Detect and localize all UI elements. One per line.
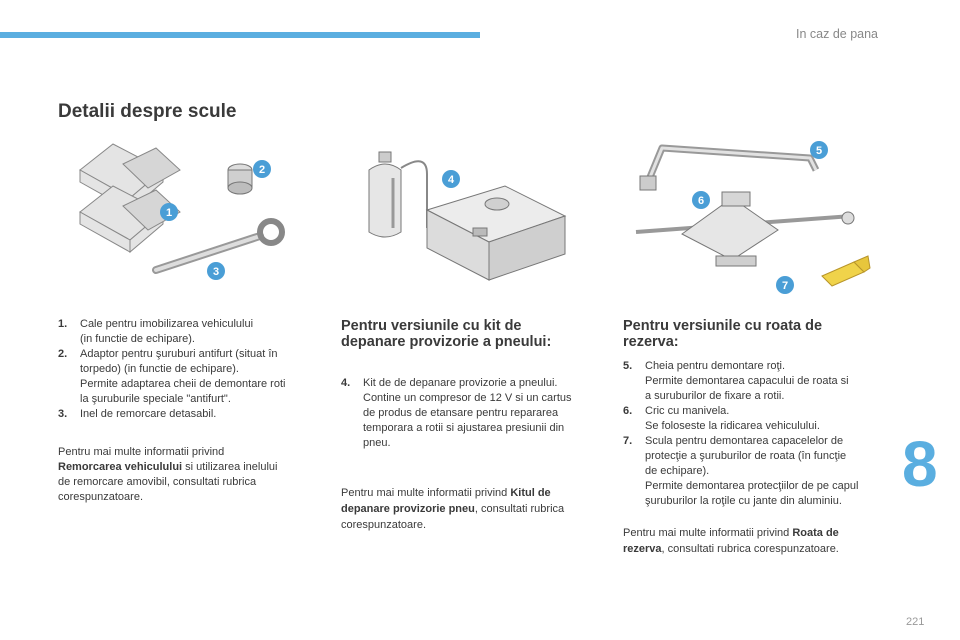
list-item: 7. Scula pentru demontarea capacelelor de protecţie a şuruburilor de roata (în funcţie de echipare). Permite demontarea protecţiilor de pe capul şuruburilor la roţile cu jante din aluminiu.: [623, 435, 859, 507]
note-spare-wheel: Pentru mai multe informatii privind Roata de rezerva, consultati rubrica corespunzatoare.: [623, 527, 839, 555]
svg-text:6: 6: [697, 195, 705, 207]
badge-7: [776, 276, 794, 294]
repair-kit-illustration: [355, 138, 575, 288]
svg-text:1: 1: [165, 207, 173, 219]
badge-2: [253, 160, 271, 178]
note-towing: Pentru mai multe informatii privind Remorcarea vehiculului si utilizarea inelului de remorcare amovibil, consultati rubrica corespunzatoare.: [58, 446, 278, 503]
section-title: Detalii despre scule: [58, 101, 237, 122]
badge-5: [810, 141, 828, 159]
list-item: 6. Cric cu manivela. Se foloseste la ridicarea vehiculului.: [623, 405, 820, 432]
compressor-icon: [427, 186, 565, 280]
badge-4: [442, 170, 460, 188]
svg-text:5: 5: [815, 145, 823, 157]
header-accent-bar: [0, 32, 480, 38]
svg-text:2: 2: [258, 164, 266, 176]
note-repair-kit: Pentru mai multe informatii privind Kitul de depanare provizorie pneu, consultati rubrica corespunzatoare.: [341, 487, 565, 531]
list-item: 1. Cale pentru imobilizarea vehiculului (in functie de echipare).: [58, 318, 254, 345]
antitheft-adaptor-icon: [228, 164, 252, 194]
wheel-wrench-icon: [640, 148, 816, 190]
list-item: 4. Kit de de depanare provizorie a pneului. Contine un compresor de 12 V si un cartus de produs de etansare pentru repararea temporara a rotii si ajustarea presiunii din pneu.: [341, 377, 572, 449]
list-item: 2. Adaptor pentru şuruburi antifurt (situat în torpedo) (in functie de echipare). Permite adaptarea cheii de demontare roti la şuruburile speciale "antifurt".: [58, 348, 286, 405]
spare-wheel-tools-illustration: [632, 138, 872, 298]
svg-text:3: 3: [212, 266, 220, 278]
badge-3: [207, 262, 225, 280]
svg-text:4: 4: [447, 174, 455, 186]
heading-repair-kit: Pentru versiunile cu kit de depanare provizorie a pneului:: [341, 318, 552, 350]
badge-1: [160, 203, 178, 221]
list-item: 3. Inel de remorcare detasabil.: [58, 408, 217, 420]
sealant-cartridge-icon: [369, 152, 427, 237]
cap-removal-tool-icon: [822, 256, 870, 286]
heading-spare-wheel: Pentru versiunile cu roata de rezerva:: [623, 318, 823, 350]
svg-text:7: 7: [781, 280, 789, 292]
tools-illustration-1-3: [68, 140, 298, 290]
column-repair-kit: [341, 318, 611, 533]
chapter-title: In caz de pana: [796, 27, 879, 41]
link-towing: Remorcarea vehiculului: [58, 461, 183, 473]
column-spare-wheel: [623, 318, 893, 557]
jack-icon: [636, 192, 854, 266]
badge-6: [692, 191, 710, 209]
list-item: 5. Cheia pentru demontare roţi. Permite demontarea capacului de roata si a suruburilor de fixare a rotii.: [623, 360, 849, 402]
column-tools-list: [58, 317, 328, 505]
chapter-number: 8: [902, 428, 938, 500]
page-number: 221: [906, 616, 925, 628]
